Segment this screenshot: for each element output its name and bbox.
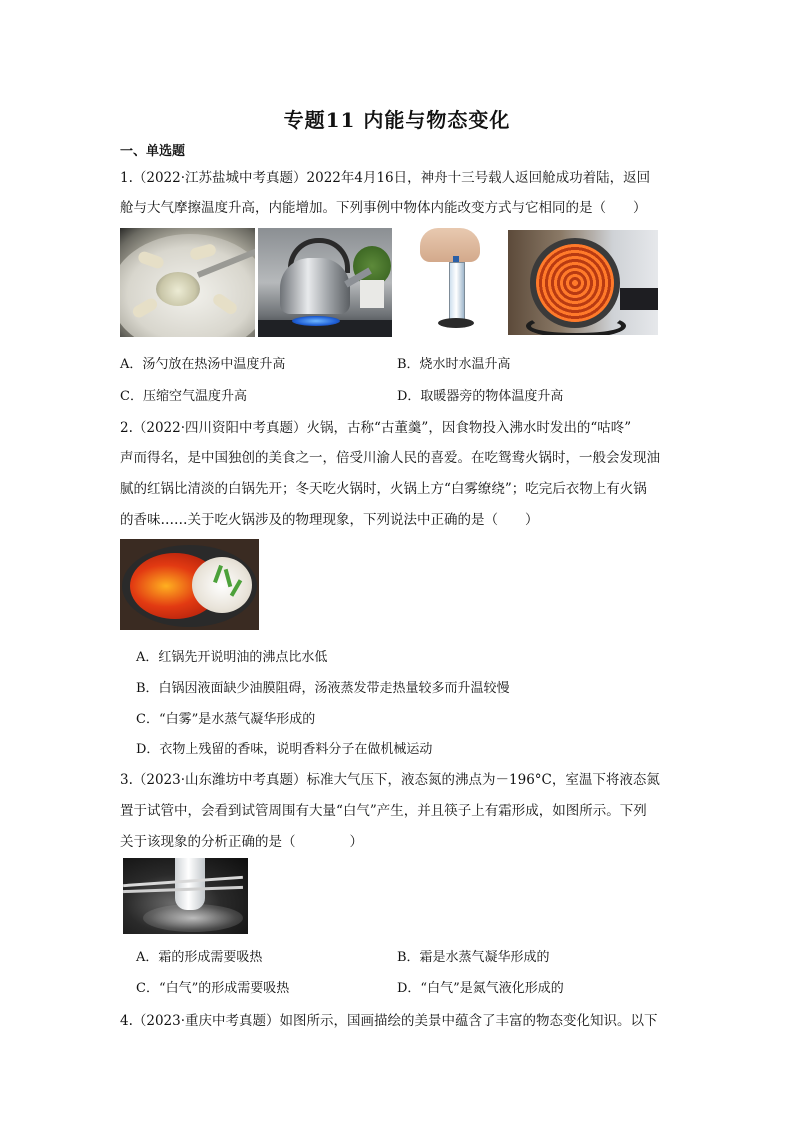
- question-3-text-line-3: 关于该现象的分析正确的是（ ）: [120, 834, 363, 850]
- question-3-text-line-2: 置于试管中，会看到试管周围有大量“白气”产生，并且筷子上有霜形成，如图所示。下列: [120, 803, 647, 819]
- question-2-option-d: D．衣物上残留的香味，说明香料分子在做机械运动: [136, 742, 433, 757]
- electric-heater-photo: [508, 230, 658, 335]
- air-compression-syringe-photo: [418, 228, 493, 337]
- liquid-nitrogen-tube-photo: [123, 858, 248, 934]
- question-2-option-c: C．“白雾”是水蒸气凝华形成的: [136, 712, 316, 727]
- question-1-text-line-2: 舱与大气摩擦温度升高，内能增加。下列事例中物体内能改变方式与它相同的是（ ）: [120, 200, 647, 216]
- question-2-text-line-1: 2.（2022·四川资阳中考真题）火锅，古称“古董羹”，因食物投入沸水时发出的“咕咚”: [120, 420, 632, 436]
- question-3-text-line-1: 3.（2023·山东潍坊中考真题）标准大气压下，液态氮的沸点为－196°C，室温下将液态氮: [120, 772, 660, 788]
- hot-pot-photo: [120, 539, 259, 630]
- question-3-option-b: B．霜是水蒸气凝华形成的: [397, 950, 550, 965]
- question-1-text-line-1: 1.（2022·江苏盐城中考真题）2022年4月16日，神舟十三号载人返回舱成功着陆，返回: [120, 170, 651, 186]
- soup-ladle-photo: [120, 228, 255, 337]
- question-4-text-line-1: 4.（2023·重庆中考真题）如图所示，国画描绘的美景中蕴含了丰富的物态变化知识。以下: [120, 1013, 658, 1029]
- question-3-option-d: D．“白气”是氮气液化形成的: [397, 981, 564, 996]
- question-3-option-a: A．霜的形成需要吸热: [136, 950, 263, 965]
- question-2-text-line-2: 声而得名，是中国独创的美食之一，倍受川渝人民的喜爱。在吃鸳鸯火锅时，一般会发现油: [120, 450, 660, 466]
- section-heading: 一、单选题: [120, 144, 186, 159]
- page-title: 专题11 内能与物态变化: [283, 108, 511, 132]
- question-2-text-line-3: 腻的红锅比清淡的白锅先开；冬天吃火锅时，火锅上方“白雾缭绕”；吃完后衣物上有火锅: [120, 481, 647, 497]
- kettle-stove-photo: [258, 228, 392, 337]
- question-3-option-c: C．“白气”的形成需要吸热: [136, 981, 290, 996]
- question-2-option-a: A．红锅先开说明油的沸点比水低: [136, 650, 328, 665]
- question-1-option-d: D．取暖器旁的物体温度升高: [397, 389, 564, 404]
- question-1-option-c: C．压缩空气温度升高: [120, 389, 247, 404]
- question-2-option-b: B．白锅因液面缺少油膜阻碍，汤液蒸发带走热量较多而升温较慢: [136, 681, 510, 696]
- question-2-text-line-4: 的香味……关于吃火锅涉及的物理现象，下列说法中正确的是（ ）: [120, 512, 539, 528]
- question-1-option-a: A．汤勺放在热汤中温度升高: [120, 357, 286, 372]
- question-1-option-b: B．烧水时水温升高: [397, 357, 511, 372]
